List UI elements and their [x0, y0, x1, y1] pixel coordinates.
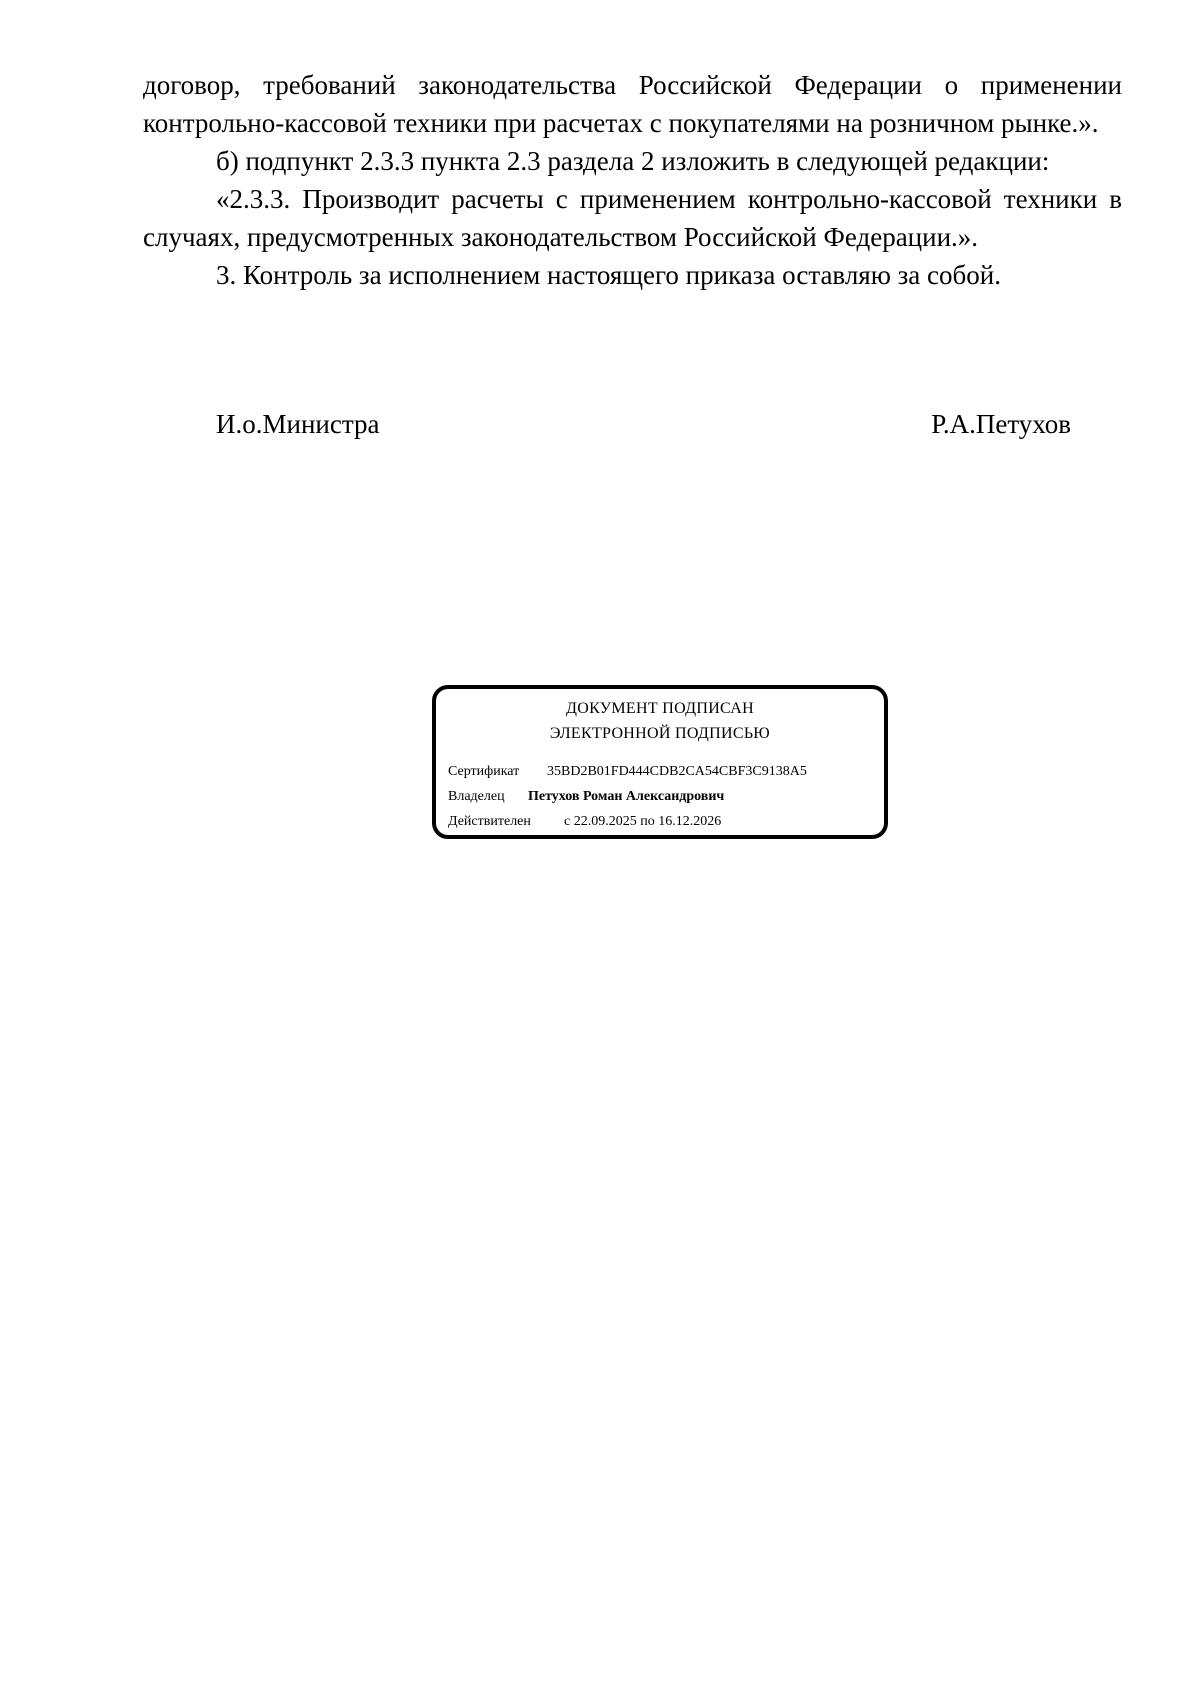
- certificate-value: 35BD2B01FD444CDB2CA54CBF3C9138A5: [547, 764, 807, 779]
- signer-name: Р.А.Петухов: [931, 409, 1071, 439]
- certificate-label: Сертификат: [448, 764, 520, 779]
- stamp-title-line-2: ЭЛЕКТРОННОЙ ПОДПИСЬЮ: [549, 725, 771, 742]
- owner-label: Владелец: [448, 789, 505, 804]
- signature-block: [216, 404, 1071, 444]
- stamp-owner-row: [448, 789, 724, 805]
- owner-value: Петухов Роман Александрович: [528, 789, 725, 804]
- paragraph-continuation: договор, требований законодательства Российской Федерации о применении контрольно-кассовой техники при расчетах с покупателями на розничном рынке.».: [143, 70, 1122, 138]
- valid-value: с 22.09.2025 по 16.12.2026: [564, 814, 722, 829]
- stamp-validity-row: [448, 814, 721, 830]
- document-body: [143, 66, 1122, 294]
- paragraph-control-clause: 3. Контроль за исполнением настоящего приказа оставляю за собой.: [216, 260, 1001, 290]
- stamp-title-line-1: ДОКУМЕНТ ПОДПИСАН: [566, 700, 754, 717]
- paragraph-quoted-clause: «2.3.3. Производит расчеты с применением контрольно-кассовой техники в случаях, предусмотренных законодательством Российской Федерации.».: [143, 184, 1122, 252]
- electronic-signature-stamp: [432, 685, 888, 839]
- stamp-certificate-row: [448, 764, 807, 780]
- paragraph-subpoint-b: б) подпункт 2.3.3 пункта 2.3 раздела 2 изложить в следующей редакции:: [216, 146, 1050, 176]
- valid-label: Действителен: [448, 814, 531, 829]
- signer-position: И.о.Министра: [216, 409, 380, 439]
